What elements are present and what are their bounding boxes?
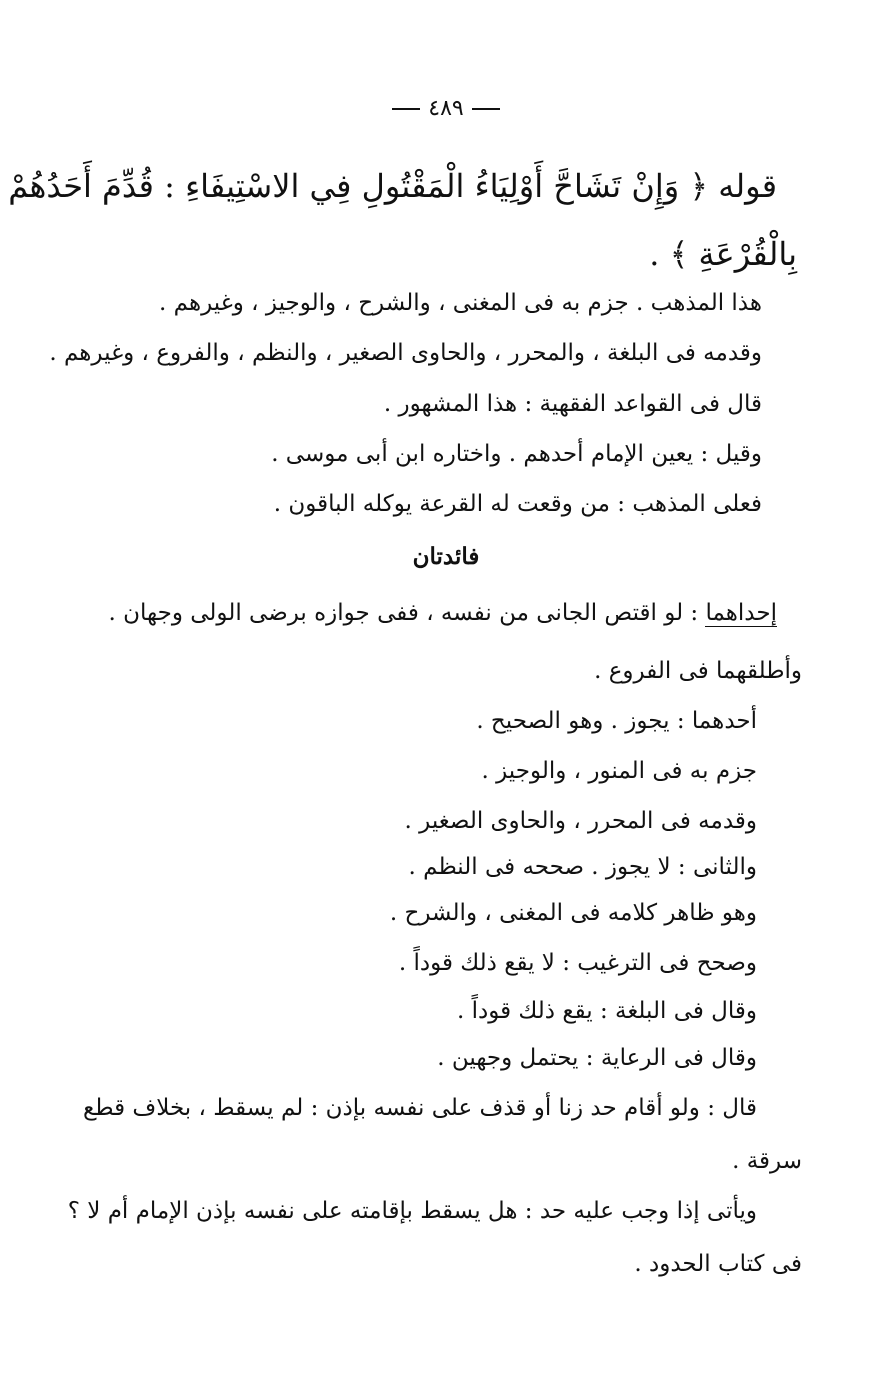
indented-7: وقال فى البلغة : يقع ذلك قوداً . <box>456 998 757 1024</box>
paragraph-3: قال فى القواعد الفقهية : هذا المشهور . <box>383 391 762 417</box>
paragraph-4: وقيل : يعين الإمام أحدهم . واختاره ابن أبى موسى . <box>271 441 762 467</box>
qala-line-1: قال : ولو أقام حد زنا أو قذف على نفسه بإذن : لم يسقط ، بخلاف قطع <box>82 1095 757 1121</box>
first-label: إحداهما <box>705 600 777 626</box>
page-number <box>0 98 892 120</box>
final-line-2: فى كتاب الحدود . <box>634 1251 802 1277</box>
first-benefit-cont: وأطلقهما فى الفروع . <box>594 658 802 684</box>
indented-2: جزم به فى المنور ، والوجيز . <box>481 758 757 784</box>
indented-3: وقدمه فى المحرر ، والحاوى الصغير . <box>404 808 757 834</box>
paragraph-2: وقدمه فى البلغة ، والمحرر ، والحاوى الصغير ، والنظم ، والفروع ، وغيرهم . <box>49 340 762 366</box>
paragraph-1: هذا المذهب . جزم به فى المغنى ، والشرح ، والوجيز ، وغيرهم . <box>159 290 762 316</box>
first-text: : لو اقتص الجانى من نفسه ، ففى جوازه برضى الولى وجهان . <box>108 600 699 626</box>
section-title: فائدتان <box>412 543 480 570</box>
first-benefit <box>109 602 778 625</box>
heading-line-1: قوله ﴿ وَإِنْ تَشَاحَّ أَوْلِيَاءُ الْمَقْتُولِ فِي الاسْتِيفَاءِ : قُدِّمَ أَحَدُهُمْ <box>8 167 777 205</box>
paragraph-5: فعلى المذهب : من وقعت له القرعة يوكله الباقون . <box>273 491 762 517</box>
heading-line-2: بِالْقُرْعَةِ ﴾ . <box>649 235 797 273</box>
indented-8: وقال فى الرعاية : يحتمل وجهين . <box>437 1045 757 1071</box>
dash-left <box>392 108 420 110</box>
final-line-1: ويأتى إذا وجب عليه حد : هل يسقط بإقامته على نفسه بإذن الإمام أم لا ؟ <box>67 1198 757 1224</box>
indented-1: أحدهما : يجوز . وهو الصحيح . <box>476 708 757 734</box>
indented-6: وصحح فى الترغيب : لا يقع ذلك قوداً . <box>398 950 757 976</box>
dash-right <box>472 108 500 110</box>
indented-5: وهو ظاهر كلامه فى المغنى ، والشرح . <box>389 900 757 926</box>
indented-4: والثانى : لا يجوز . صححه فى النظم . <box>408 854 757 880</box>
qala-line-2: سرقة . <box>732 1148 802 1174</box>
page-number-text: ٤٨٩ <box>428 96 464 121</box>
